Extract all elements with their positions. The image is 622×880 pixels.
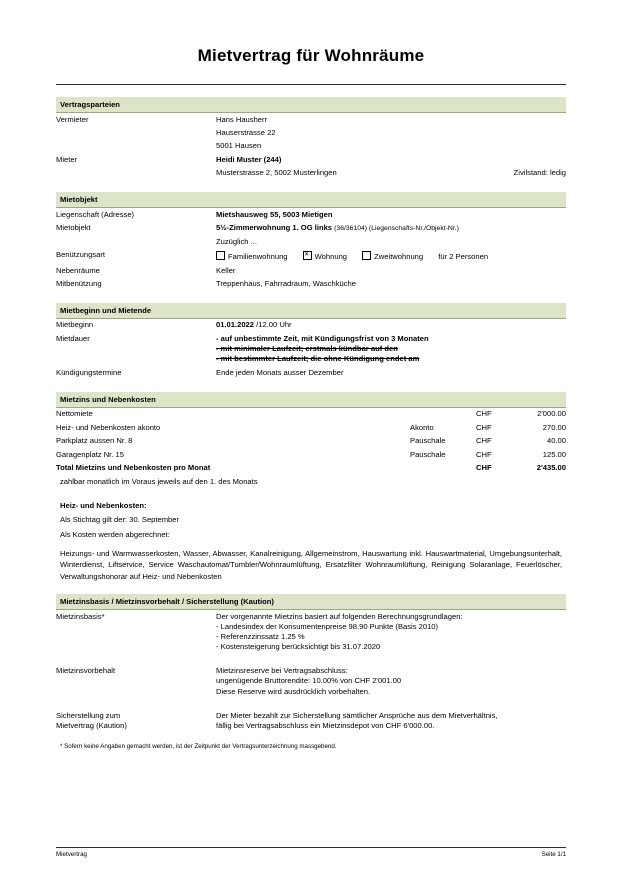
usage-option-label: Zweitwohnung: [374, 252, 424, 262]
page-number: Seite 1/1: [541, 851, 566, 858]
table-row: [56, 421, 566, 434]
rent-amount: 40.00: [546, 436, 566, 446]
rent-kind: Akonto: [410, 422, 434, 432]
table-row: [56, 277, 566, 290]
usage-option-familienwohnung[interactable]: [216, 252, 288, 261]
basis-line: - Landesindex der Konsumentenpreise 98.90 Punkte (Basis 2010): [216, 621, 439, 631]
spacer: [56, 380, 566, 392]
table-row: [56, 126, 566, 139]
table-row: [56, 153, 566, 166]
row-label: Mietzinsvorbehalt: [56, 666, 116, 676]
rent-currency: CHF: [476, 409, 492, 419]
rent-kind: Pauschale: [410, 449, 446, 459]
start-date: 01.01.2022: [216, 320, 255, 330]
table-row: [56, 654, 566, 698]
object-description: [216, 222, 566, 235]
spacer: [56, 291, 566, 303]
usage-option-label: Familienwohnung: [228, 252, 288, 262]
rent-total-amount: 2'435.00: [536, 462, 566, 472]
object-numbers: (36/36104) (Liegenschafts-Nr./Objekt-Nr.): [334, 225, 459, 233]
spacer: [56, 180, 566, 192]
row-label: Mitbenützung: [56, 278, 102, 288]
usage-option-wohnung[interactable]: [303, 252, 347, 261]
basis-table: [56, 610, 566, 733]
reserve-line: Diese Reserve wird ausdrücklich vorbehalten.: [216, 686, 371, 696]
reserve-line: Mietzinsreserve bei Vertragsabschluss:: [216, 666, 348, 676]
civil-status: Zivilstand: ledig: [513, 168, 566, 178]
start-time: /12.00 Uhr: [254, 320, 292, 330]
table-row: [56, 140, 566, 153]
row-value: Ende jeden Monats ausser Dezember: [216, 367, 344, 377]
rent-currency: CHF: [476, 422, 492, 432]
costs-intro: Als Kosten werden abgerechnet:: [60, 529, 170, 539]
row-label: Kündigungstermine: [56, 367, 122, 377]
rent-currency: CHF: [476, 436, 492, 446]
table-row: [56, 167, 566, 180]
duration-line-struck: - mit bestimmter Laufzeit; die ohne Kündigung endet am: [216, 354, 420, 364]
table-row: [56, 332, 566, 366]
tenant-address: Musterstrasse 2, 5002 Musterlingen: [216, 168, 337, 178]
costs-text: Heizungs- und Warmwasserkosten, Wasser, Abwasser, Kanalreinigung, Allgemeinstrom, Hauswartung inkl. Hauswartmaterial, Umgebungsunterhalt, Winterdienst, Liftservice, Service Waschautomat/Tumbler/Wohnraumlüftung, Ersatzfilter Wohnraumlüftung, Reinigung Solaranlage, Feuerlöscher, Verwaltungshonorar auf Heiz- und Nebenkosten: [60, 548, 562, 581]
table-row: [56, 222, 566, 235]
row-label: [56, 235, 216, 248]
basis-line: Der vorgenannte Mietzins basiert auf folgenden Berechnungsgrundlagen:: [216, 611, 463, 621]
table-row: [56, 408, 566, 421]
deposit-line: Der Mieter bezahlt zur Sicherstellung sämtlicher Ansprüche aus dem Mietverhältnis,: [216, 710, 498, 720]
deposit-label-line2: Mietvertrag (Kaution): [56, 720, 127, 730]
checkbox-icon[interactable]: [362, 251, 371, 260]
usage-options: [216, 249, 566, 264]
table-row: [56, 366, 566, 379]
rent-table: [56, 408, 566, 475]
rent-amount: 2'000.00: [537, 409, 566, 419]
rent-kind: Pauschale: [410, 436, 446, 446]
object-table: [56, 208, 566, 291]
rent-amount: 125.00: [542, 449, 566, 459]
footnote: * Sofern keine Angaben gemacht werden, ist der Zeitpunkt der Vertragsunterzeichnung massgebend.: [60, 742, 337, 750]
section-header-vertragsparteien: Vertragsparteien: [56, 97, 566, 113]
table-row: [56, 249, 566, 264]
section-header-mietzins: Mietzins und Nebenkosten: [56, 392, 566, 408]
row-value: [216, 167, 566, 180]
table-row-total: [56, 461, 566, 474]
costs-title: Heiz- und Nebenkosten:: [60, 501, 147, 511]
parties-table: [56, 113, 566, 180]
row-label: [56, 126, 216, 139]
object-value: 5½-Zimmerwohnung 1. OG links: [216, 223, 333, 233]
footer-label: Mietvertrag: [56, 851, 87, 858]
row-value: Keller: [216, 265, 236, 275]
table-row: [56, 113, 566, 126]
row-label: Benützungsart: [56, 250, 105, 260]
table-row: [56, 264, 566, 277]
usage-option-label: Wohnung: [314, 252, 348, 262]
rent-kind: [410, 408, 476, 421]
payment-note: zahlbar monatlich im Voraus jeweils auf den 1. des Monats: [60, 476, 258, 486]
term-table: [56, 319, 566, 380]
table-row: [56, 699, 566, 733]
row-label: [56, 167, 216, 180]
duration-options: [216, 332, 566, 366]
rent-desc: Garagenplatz Nr. 15: [56, 449, 124, 459]
tenant-name: Heidi Muster (244): [216, 154, 282, 164]
row-label: Mietzinsbasis*: [56, 611, 105, 621]
reserve-line: ungenügende Bruttorendite: 10.00% von CHF 2'001.00: [216, 676, 402, 686]
row-label: [56, 140, 216, 153]
rent-total-currency: CHF: [476, 462, 492, 472]
rent-desc: Heiz- und Nebenkosten akonto: [56, 422, 161, 432]
row-label: Vermieter: [56, 114, 89, 124]
page-title: Mietvertrag für Wohnräume: [197, 46, 425, 65]
deposit-lines: [216, 699, 566, 733]
costs-cutoff: Als Stichtag gilt der: 30. September: [60, 515, 180, 525]
duration-line-struck: - mit minimaler Laufzeit; erstmals kündbar auf den: [216, 344, 398, 354]
row-value: Hauserstrasse 22: [216, 128, 276, 138]
rent-desc: Parkplatz aussen Nr. 8: [56, 436, 133, 446]
basis-line: - Kostensteigerung berücksichtigt bis 31.07.2020: [216, 642, 381, 652]
table-row: [56, 208, 566, 221]
section-header-mietbeginn: Mietbeginn und Mietende: [56, 303, 566, 319]
row-label: Liegenschaft (Adresse): [56, 209, 135, 219]
table-row: [56, 610, 566, 654]
section-header-mietobjekt: Mietobjekt: [56, 192, 566, 208]
row-label: Nebenräume: [56, 265, 100, 275]
row-label: [56, 699, 216, 733]
deposit-label-line1: Sicherstellung zum: [56, 710, 121, 720]
rent-kind: [410, 461, 476, 474]
basis-line: - Referenzzinssatz 1.25 %: [216, 632, 305, 642]
checkbox-icon[interactable]: [216, 251, 225, 260]
table-row: [56, 435, 566, 448]
property-address: Mietshausweg 55, 5003 Mietigen: [216, 209, 333, 219]
deposit-line: fällig bei Vertragsabschluss ein Mietzinsdepot von CHF 6'000.00.: [216, 720, 435, 730]
table-row: [56, 448, 566, 461]
row-value: Treppenhaus, Fahrradraum, Waschküche: [216, 278, 356, 288]
section-header-mietzinsbasis: Mietzinsbasis / Mietzinsvorbehalt / Sicherstellung (Kaution): [56, 594, 566, 610]
row-label: Mietobjekt: [56, 223, 91, 233]
usage-persons: für 2 Personen: [438, 252, 489, 262]
spacer: [56, 85, 566, 97]
row-value: 5001 Hausen: [216, 141, 262, 151]
reserve-lines: [216, 654, 566, 698]
row-label: Mietdauer: [56, 333, 90, 343]
spacer: [56, 582, 566, 594]
page-footer: [56, 847, 566, 858]
row-value: Hans Hausherr: [216, 114, 268, 124]
object-extra: Zuzüglich ...: [216, 236, 257, 246]
duration-line: - auf unbestimmte Zeit, mit Kündigungsfrist von 3 Monaten: [216, 333, 429, 343]
rent-desc: Nettomiete: [56, 409, 93, 419]
rent-amount: 270.00: [542, 422, 566, 432]
basis-lines: [216, 610, 566, 654]
checkbox-checked-icon[interactable]: [303, 251, 312, 260]
rent-currency: CHF: [476, 449, 492, 459]
start-value: [216, 319, 566, 332]
table-row: [56, 235, 566, 248]
usage-option-zweitwohnung[interactable]: [362, 252, 423, 261]
row-label: Mieter: [56, 154, 78, 164]
table-row: [56, 319, 566, 332]
rent-total-desc: Total Mietzins und Nebenkosten pro Monat: [56, 462, 211, 472]
row-label: Mietbeginn: [56, 320, 94, 330]
